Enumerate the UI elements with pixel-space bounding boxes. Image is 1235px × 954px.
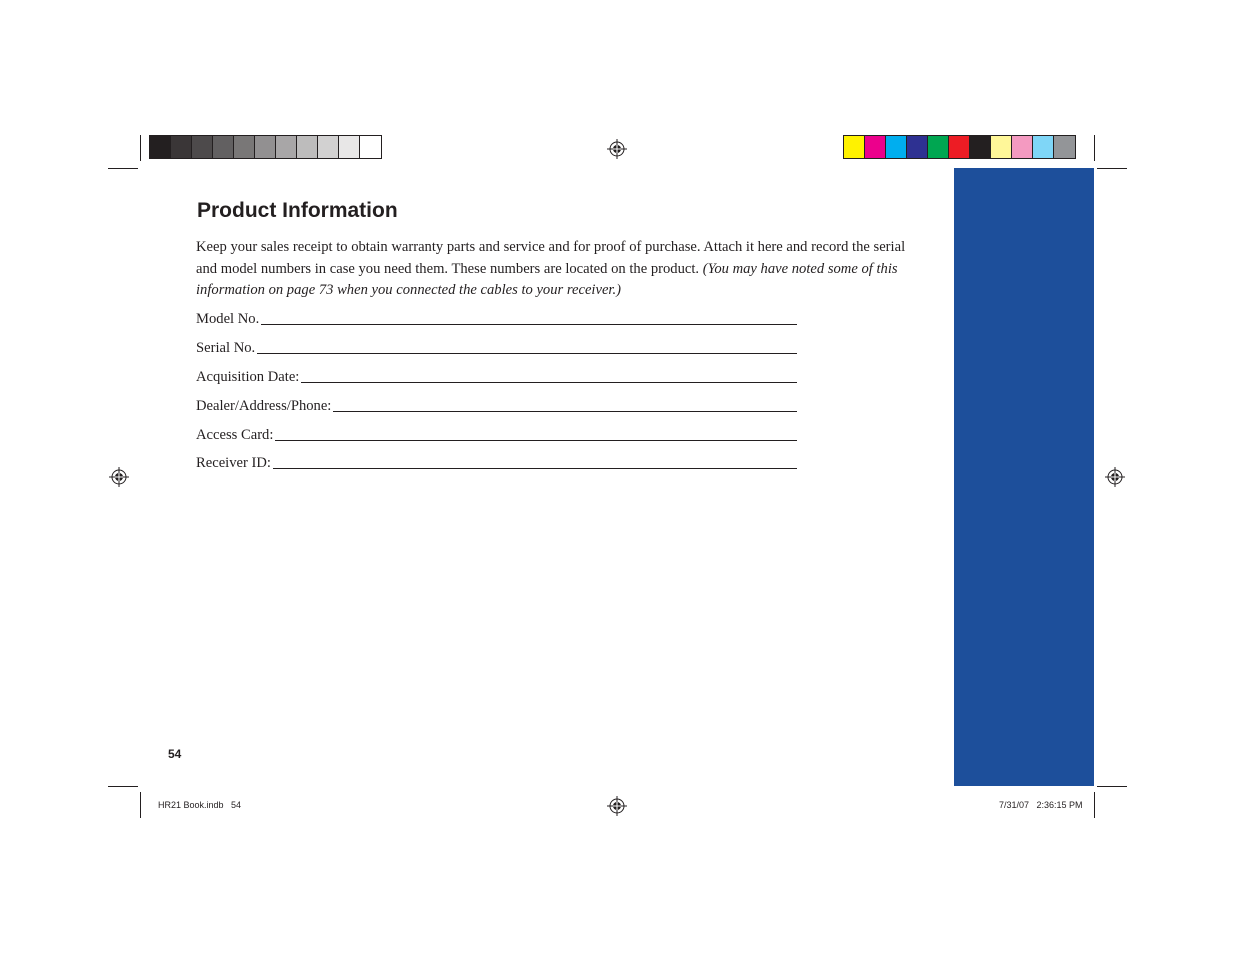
- grayscale-color-bar: [149, 135, 382, 159]
- field-label: Dealer/Address/Phone:: [196, 398, 332, 414]
- color-swatch: [171, 136, 192, 158]
- write-in-line: [261, 324, 797, 325]
- crop-mark: [1097, 786, 1127, 787]
- registration-mark-icon: [607, 139, 627, 159]
- crop-mark: [140, 792, 141, 818]
- color-swatch: [297, 136, 318, 158]
- write-in-line: [275, 440, 797, 441]
- color-swatch: [844, 136, 865, 158]
- crop-mark: [1097, 168, 1127, 169]
- crop-mark: [1094, 135, 1095, 161]
- registration-mark-icon: [607, 796, 627, 816]
- slug-file-info: HR21 Book.indb 54: [158, 800, 242, 810]
- color-swatch: [234, 136, 255, 158]
- field-label: Access Card:: [196, 427, 274, 443]
- intro-note: (You may have noted some of this information on page 73 when you connected the cables to your receiver.): [196, 260, 898, 299]
- crop-mark: [1094, 792, 1095, 818]
- color-swatch: [1012, 136, 1033, 158]
- color-swatch: [1054, 136, 1075, 158]
- color-swatch: [928, 136, 949, 158]
- color-swatch: [970, 136, 991, 158]
- process-color-bar: [843, 135, 1076, 159]
- crop-mark: [108, 786, 138, 787]
- color-swatch: [276, 136, 297, 158]
- color-swatch: [865, 136, 886, 158]
- receiver-id-field: [196, 452, 797, 472]
- color-swatch: [886, 136, 907, 158]
- side-tab-panel: [954, 168, 1094, 786]
- field-label: Receiver ID:: [196, 455, 271, 471]
- slug-timestamp: 7/31/07 2:36:15 PM: [999, 800, 1083, 810]
- serial-number-field: [196, 337, 797, 357]
- registration-mark-icon: [109, 467, 129, 487]
- color-swatch: [318, 136, 339, 158]
- dealer-address-phone-field: [196, 395, 797, 415]
- intro-paragraph: [196, 237, 924, 302]
- write-in-line: [257, 353, 797, 354]
- page-number: 54: [168, 747, 182, 761]
- acquisition-date-field: [196, 366, 797, 386]
- page-title: Product Information: [197, 199, 398, 222]
- color-swatch: [1033, 136, 1054, 158]
- color-swatch: [907, 136, 928, 158]
- color-swatch: [213, 136, 234, 158]
- color-swatch: [192, 136, 213, 158]
- field-label: Serial No.: [196, 340, 256, 356]
- crop-mark: [140, 135, 141, 161]
- write-in-line: [273, 468, 797, 469]
- color-swatch: [991, 136, 1012, 158]
- registration-mark-icon: [1105, 467, 1125, 487]
- color-swatch: [150, 136, 171, 158]
- color-swatch: [949, 136, 970, 158]
- write-in-line: [333, 411, 797, 412]
- field-label: Acquisition Date:: [196, 369, 300, 385]
- model-number-field: [196, 308, 797, 328]
- write-in-line: [301, 382, 797, 383]
- field-label: Model No.: [196, 311, 260, 327]
- color-swatch: [360, 136, 381, 158]
- color-swatch: [255, 136, 276, 158]
- crop-mark: [108, 168, 138, 169]
- intro-text: Keep your sales receipt to obtain warranty parts and service and for proof of purchase. Attach it here and record the serial and model numbers in case you need them. These numbers are located on the product.: [196, 239, 906, 277]
- access-card-field: [196, 424, 797, 444]
- color-swatch: [339, 136, 360, 158]
